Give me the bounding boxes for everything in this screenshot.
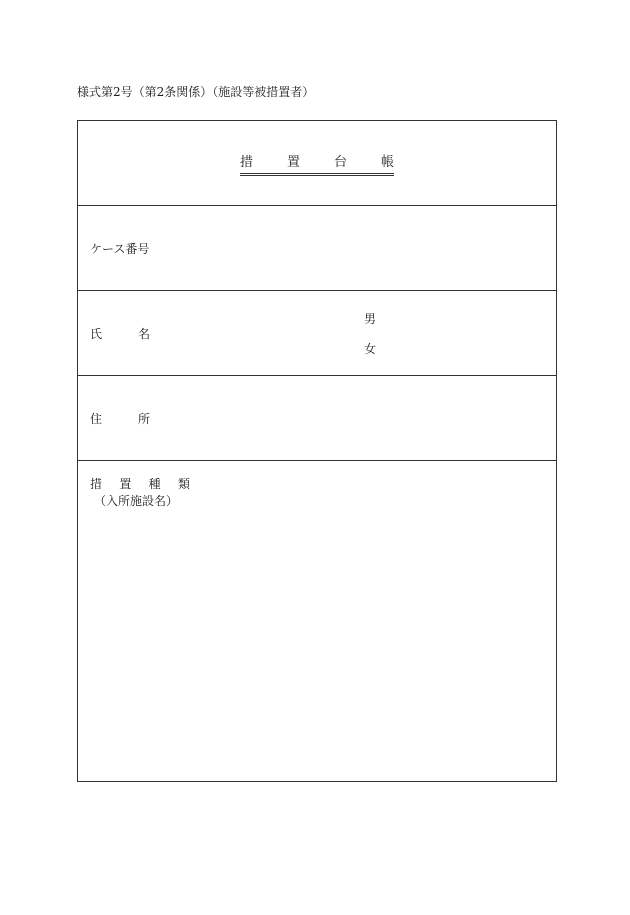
title-char: 措 xyxy=(240,155,254,170)
sex-male-option[interactable]: 男 xyxy=(364,312,377,326)
title-row xyxy=(78,121,556,206)
measure-type-label xyxy=(90,476,190,492)
measure-ledger-form xyxy=(77,120,557,782)
name-row[interactable] xyxy=(78,291,556,376)
form-title xyxy=(240,155,394,176)
case-number-row[interactable] xyxy=(78,206,556,291)
name-label-char: 氏 xyxy=(90,327,103,341)
measure-label-char: 置 xyxy=(119,477,132,491)
measure-label-char: 類 xyxy=(177,477,190,491)
measure-label-char: 種 xyxy=(148,477,161,491)
name-label xyxy=(90,326,150,342)
name-label-char: 名 xyxy=(137,327,150,341)
measure-label-char: 措 xyxy=(90,477,103,491)
form-caption: 様式第2号（第2条関係）（施設等被措置者） xyxy=(77,85,315,99)
title-char: 帳 xyxy=(380,155,394,170)
measure-type-row[interactable] xyxy=(78,461,556,781)
address-row[interactable] xyxy=(78,376,556,461)
address-label xyxy=(90,411,150,427)
facility-name-sublabel: （入所施設名） xyxy=(94,494,179,508)
case-number-label: ケース番号 xyxy=(90,242,150,256)
address-label-char: 所 xyxy=(137,412,150,426)
title-char: 台 xyxy=(333,155,347,170)
address-label-char: 住 xyxy=(90,412,103,426)
sex-female-option[interactable]: 女 xyxy=(364,342,377,356)
title-char: 置 xyxy=(286,155,300,170)
